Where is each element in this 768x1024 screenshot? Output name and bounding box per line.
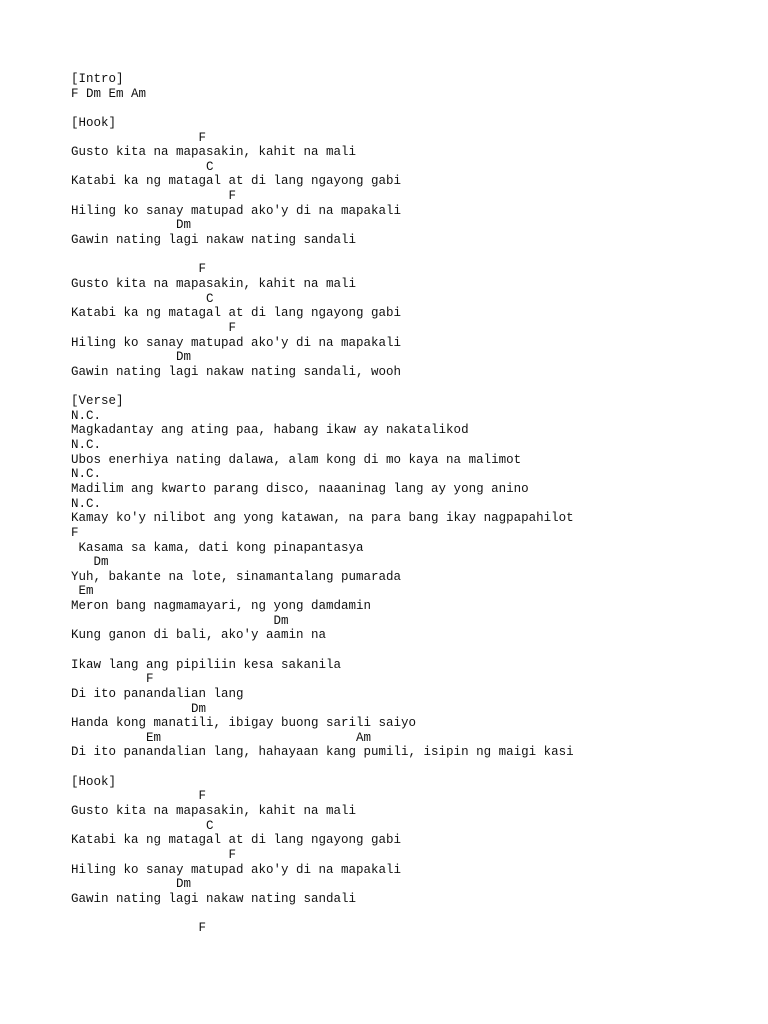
blank-line	[71, 760, 760, 775]
lyric-line: Yuh, bakante na lote, sinamantalang pumarada	[71, 569, 402, 584]
blank-line	[71, 643, 760, 658]
lyric-line: Di ito panandalian lang	[71, 686, 244, 701]
lyric-line: Madilim ang kwarto parang disco, naaaninag lang ay yong anino	[71, 481, 529, 496]
section-header-verse: [Verse]	[71, 394, 124, 409]
chord-line: C	[71, 291, 214, 306]
lyric-line: Gawin nating lagi nakaw nating sandali	[71, 233, 357, 248]
lyric-line: Gawin nating lagi nakaw nating sandali, wooh	[71, 364, 402, 379]
lyric-line: Meron bang nagmamayari, ng yong damdamin	[71, 599, 372, 614]
chord-line: F	[71, 847, 237, 862]
chord-line: F Dm Em Am	[71, 86, 147, 101]
chord-line: Dm	[71, 701, 207, 716]
lyric-line: Kasama sa kama, dati kong pinapantasya	[71, 540, 364, 555]
lyric-line: Di ito panandalian lang, hahayaan kang pumili, isipin ng maigi kasi	[71, 745, 574, 760]
chord-line: F	[71, 789, 207, 804]
lyric-line: Kung ganon di bali, ako'y aamin na	[71, 628, 327, 643]
lyric-line: Kamay ko'y nilibot ang yong katawan, na para bang ikay nagpapahilot	[71, 511, 574, 526]
chord-line: Dm	[71, 350, 192, 365]
chord-line: Em Am	[71, 730, 372, 745]
chord-line: Dm	[71, 555, 109, 570]
chord-line: F	[71, 320, 237, 335]
lyric-line: Ubos enerhiya nating dalawa, alam kong di mo kaya na malimot	[71, 452, 522, 467]
chord-line: Dm	[71, 877, 192, 892]
chord-line: F	[71, 262, 207, 277]
chord-line: N.C.	[71, 496, 102, 511]
chord-line: F	[71, 672, 154, 687]
lyric-line: Katabi ka ng matagal at di lang ngayong gabi	[71, 833, 402, 848]
lyric-line: Gusto kita na mapasakin, kahit na mali	[71, 145, 357, 160]
section-header-hook: [Hook]	[71, 774, 117, 789]
blank-line	[71, 248, 760, 263]
lyric-line: Gawin nating lagi nakaw nating sandali	[71, 891, 357, 906]
chord-line: N.C.	[71, 467, 102, 482]
blank-line	[71, 907, 760, 922]
chord-line: N.C.	[71, 408, 102, 423]
lyric-line: Handa kong manatili, ibigay buong sarili saiyo	[71, 716, 417, 731]
lyric-line: Katabi ka ng matagal at di lang ngayong gabi	[71, 306, 402, 321]
chord-line: F	[71, 189, 237, 204]
chord-sheet	[71, 72, 760, 936]
chord-line: F	[71, 130, 207, 145]
lyric-line: Ikaw lang ang pipiliin kesa sakanila	[71, 657, 342, 672]
chord-line: F	[71, 525, 79, 540]
chord-line: Em	[71, 584, 94, 599]
chord-line: N.C.	[71, 438, 102, 453]
lyric-line: Hiling ko sanay matupad ako'y di na mapakali	[71, 862, 402, 877]
chord-line: C	[71, 818, 214, 833]
lyric-line: Katabi ka ng matagal at di lang ngayong gabi	[71, 174, 402, 189]
chord-line: Dm	[71, 218, 192, 233]
lyric-line: Gusto kita na mapasakin, kahit na mali	[71, 276, 357, 291]
blank-line	[71, 101, 760, 116]
lyric-line: Hiling ko sanay matupad ako'y di na mapakali	[71, 335, 402, 350]
blank-line	[71, 379, 760, 394]
chord-line: F	[71, 921, 207, 936]
chord-line: Dm	[71, 613, 289, 628]
lyric-line: Magkadantay ang ating paa, habang ikaw ay nakatalikod	[71, 423, 469, 438]
section-header-intro: [Intro]	[71, 72, 124, 86]
lyric-line: Gusto kita na mapasakin, kahit na mali	[71, 804, 357, 819]
chord-line: C	[71, 159, 214, 174]
lyric-line: Hiling ko sanay matupad ako'y di na mapakali	[71, 203, 402, 218]
section-header-hook: [Hook]	[71, 115, 117, 130]
